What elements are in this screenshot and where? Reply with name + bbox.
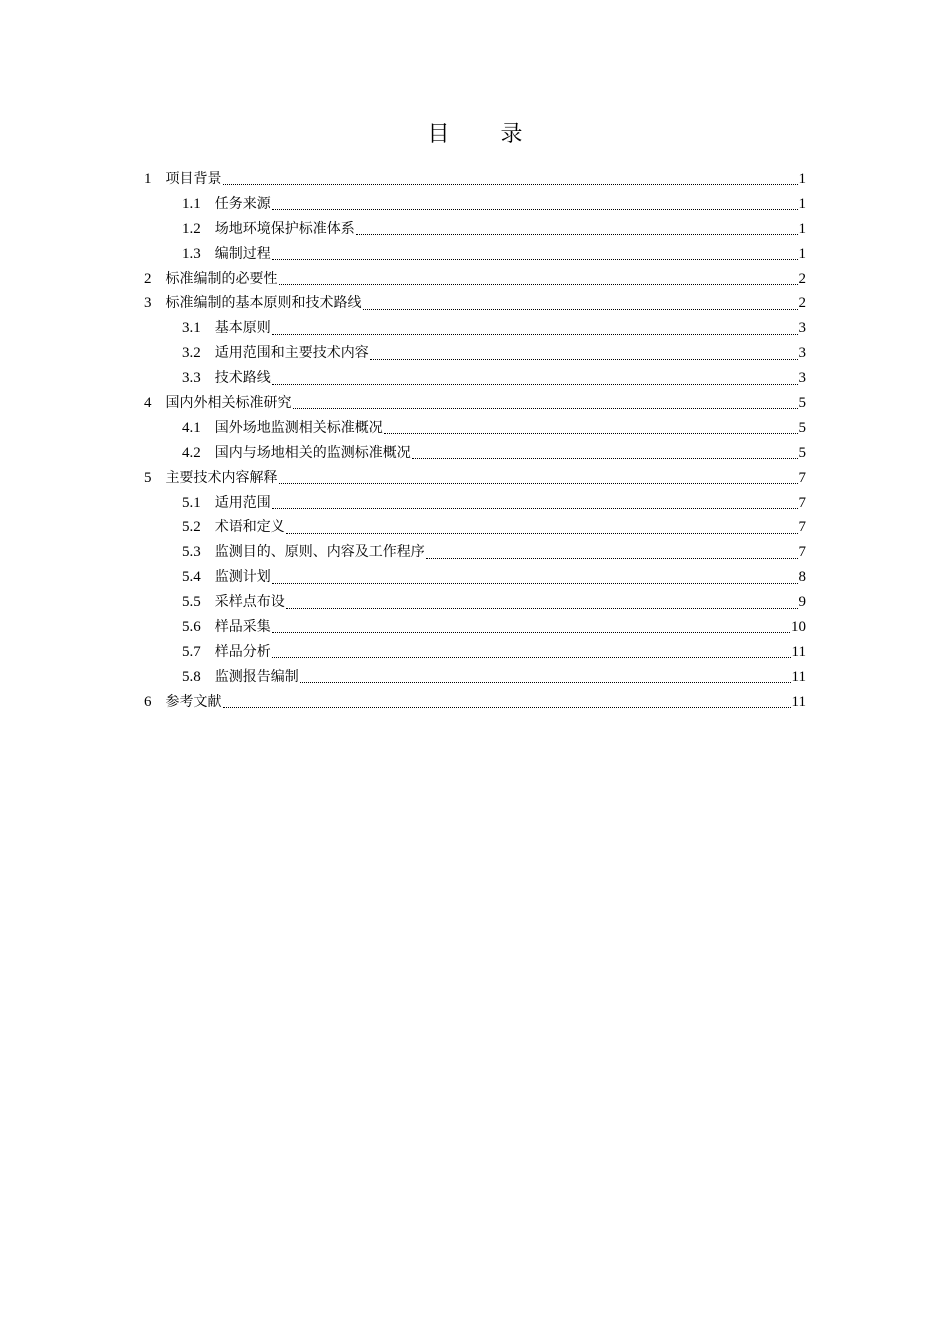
toc-entry-title: 适用范围 [214,494,271,511]
toc-entry[interactable] [144,491,806,516]
toc-entry-title: 国内与场地相关的监测标准概况 [214,444,411,461]
toc-entry[interactable] [144,316,806,341]
toc-entry-number: 5 [144,469,152,486]
toc-entry-page-number: 1 [798,245,806,262]
toc-entry-number: 3.2 [182,345,201,362]
toc-entry[interactable] [144,690,806,715]
toc-entry-number: 1 [144,171,152,187]
toc-entry[interactable] [144,192,806,217]
toc-entry-title: 标准编制的必要性 [165,270,278,287]
toc-entry-title: 术语和定义 [214,519,285,536]
toc-dot-leader [272,198,798,210]
toc-dot-leader [370,348,798,360]
toc-entry-title: 参考文献 [165,693,222,710]
toc-dot-leader [286,522,798,534]
toc-entry[interactable] [144,565,806,590]
toc-entry-number: 4 [144,395,152,412]
toc-dot-leader [272,323,798,335]
toc-entry-number: 1.1 [182,195,201,212]
toc-entry-page-number: 1 [798,171,806,187]
toc-entry-title: 样品分析 [214,643,271,660]
toc-entry-title: 国外场地监测相关标准概况 [214,419,383,436]
toc-entry-page-number: 10 [791,619,806,636]
toc-entry-number: 3 [144,295,152,312]
toc-entry-number: 4.1 [182,419,201,436]
toc-entry[interactable] [144,217,806,242]
toc-entry-title: 主要技术内容解释 [165,469,278,486]
toc-entry-page-number: 1 [798,195,806,212]
toc-entry-number: 1.3 [182,245,201,262]
toc-dot-leader [279,472,798,484]
toc-entry-title: 采样点布设 [214,594,285,611]
toc-entry-number: 3.3 [182,370,201,387]
toc-dot-leader [426,547,798,559]
toc-entry-title: 国内外相关标准研究 [165,395,292,412]
toc-dot-leader [384,422,798,434]
toc-entry-number: 5.1 [182,494,201,511]
toc-entry[interactable] [144,441,806,466]
toc-entry-number: 5.4 [182,569,201,586]
toc-dot-leader [356,223,798,235]
toc-dot-leader [300,671,791,683]
toc-entry-number: 5.5 [182,594,201,611]
toc-entry-page-number: 9 [798,594,806,611]
toc-dot-leader [279,273,798,285]
toc-entry-title: 监测计划 [214,569,271,586]
toc-dot-leader [272,621,790,633]
toc-entry-title: 编制过程 [214,245,271,262]
toc-entry[interactable] [144,615,806,640]
toc-dot-leader [272,646,791,658]
toc-dot-leader [272,373,798,385]
toc-entry[interactable] [144,515,806,540]
toc-dot-leader [363,298,798,310]
toc-dot-leader [293,397,798,409]
toc-entry-page-number: 1 [798,220,806,237]
toc-entry-number: 5.6 [182,619,201,636]
toc-entry-title: 项目背景 [165,171,222,187]
toc-entry-page-number: 5 [798,444,806,461]
toc-entry-page-number: 5 [798,395,806,412]
toc-entry[interactable] [144,665,806,690]
toc-dot-leader [223,696,791,708]
toc-entry-number: 3.1 [182,320,201,337]
toc-entry[interactable] [144,640,806,665]
toc-entry[interactable] [144,242,806,267]
toc-entry-number: 5.2 [182,519,201,536]
toc-entry-number: 5.7 [182,643,201,660]
toc-entry-page-number: 3 [798,345,806,362]
toc-dot-leader [412,447,798,459]
toc-entry-page-number: 2 [798,295,806,312]
toc-entry[interactable] [144,267,806,292]
toc-entry-title: 任务来源 [214,195,271,212]
toc-entry-page-number: 7 [798,494,806,511]
toc-entry-page-number: 11 [791,668,806,685]
toc-entry-title: 监测报告编制 [214,668,299,685]
toc-entry-page-number: 7 [798,544,806,561]
toc-entry[interactable] [144,540,806,565]
toc-entry-title: 标准编制的基本原则和技术路线 [165,295,362,312]
toc-entry-number: 5.8 [182,668,201,685]
toc-entry-page-number: 11 [791,693,806,710]
toc-entry-number: 1.2 [182,220,201,237]
toc-entry[interactable] [144,366,806,391]
toc-entry-title: 监测目的、原则、内容及工作程序 [214,544,425,561]
toc-entry[interactable] [144,167,806,192]
toc-entry-title: 基本原则 [214,320,271,337]
toc-entry-title: 适用范围和主要技术内容 [214,345,369,362]
table-of-contents [144,167,806,715]
toc-entry-page-number: 7 [798,519,806,536]
toc-entry-page-number: 11 [791,643,806,660]
toc-dot-leader [223,173,798,185]
toc-dot-leader [272,497,798,509]
toc-dot-leader [272,248,798,260]
toc-entry[interactable] [144,466,806,491]
toc-entry-title: 场地环境保护标准体系 [214,220,355,237]
toc-entry[interactable] [144,391,806,416]
toc-title: 目 录 [427,122,545,147]
toc-entry[interactable] [144,590,806,615]
toc-entry[interactable] [144,341,806,366]
toc-entry-number: 4.2 [182,444,201,461]
toc-entry-title: 样品采集 [214,619,271,636]
toc-entry[interactable] [144,291,806,316]
toc-entry-title: 技术路线 [214,370,271,387]
toc-entry-page-number: 8 [798,569,806,586]
toc-entry-page-number: 7 [798,469,806,486]
toc-entry-page-number: 5 [798,419,806,436]
toc-dot-leader [286,597,798,609]
toc-entry[interactable] [144,416,806,441]
toc-entry-page-number: 2 [798,270,806,287]
toc-entry-number: 5.3 [182,544,201,561]
toc-entry-page-number: 3 [798,370,806,387]
toc-entry-number: 2 [144,270,152,287]
toc-dot-leader [272,572,798,584]
toc-entry-number: 6 [144,693,152,710]
toc-entry-page-number: 3 [798,320,806,337]
